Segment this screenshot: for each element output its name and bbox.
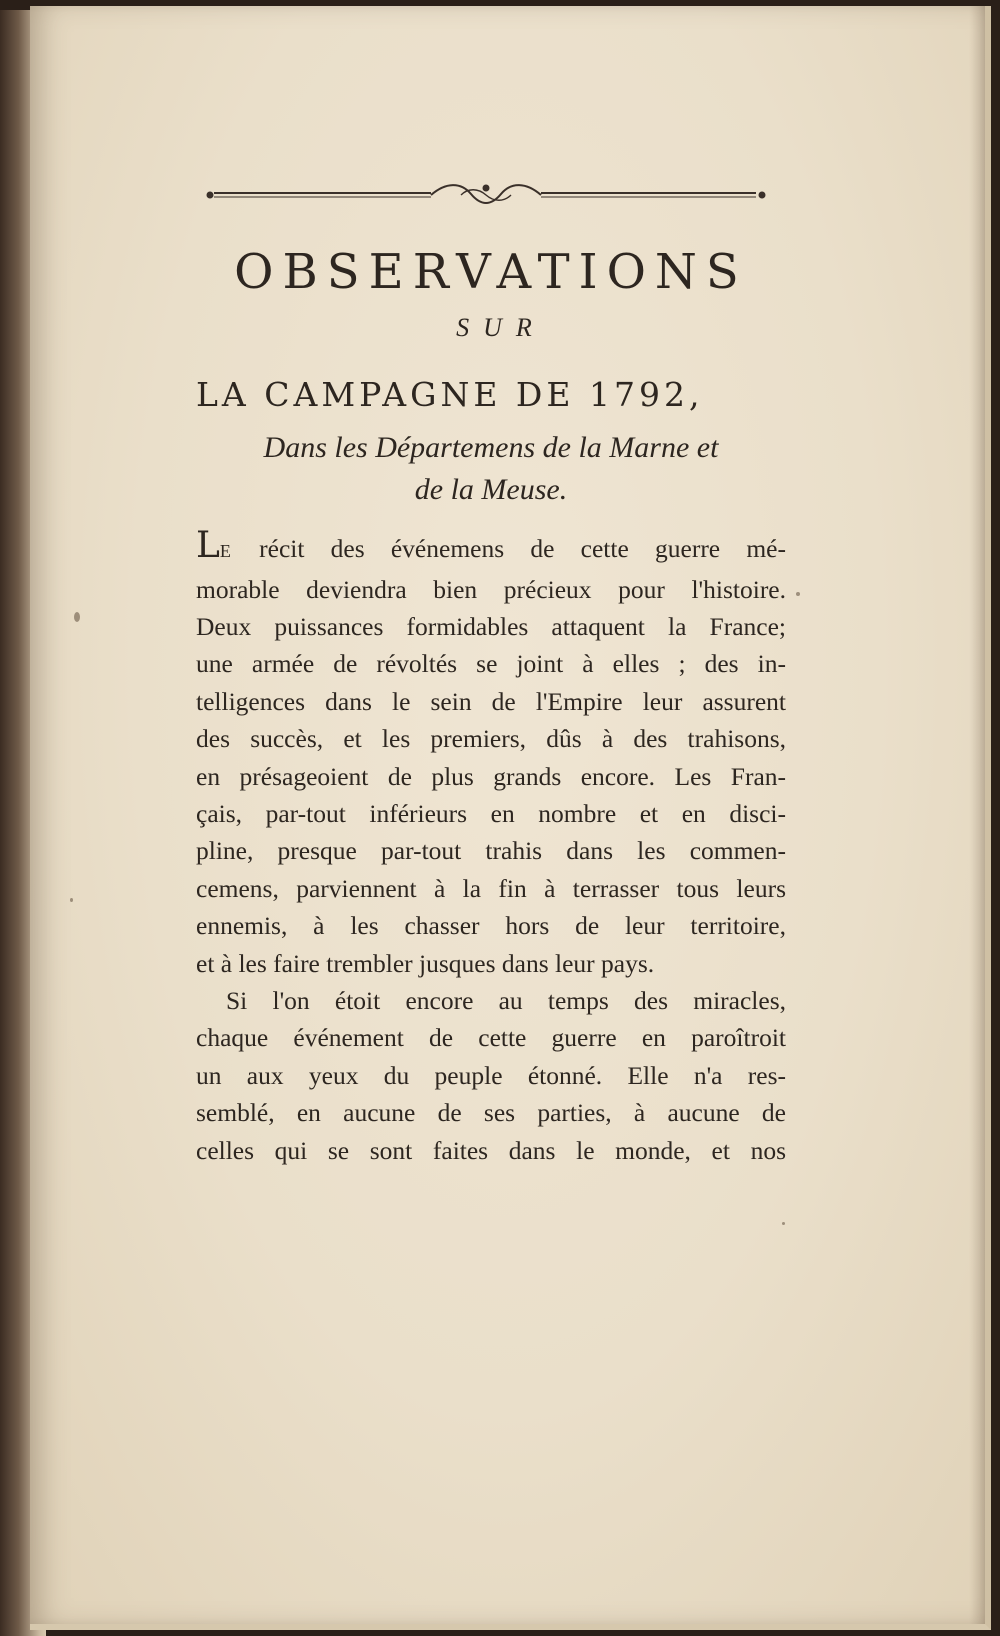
paragraph-line: çais, par-tout inférieurs en nombre et en disci- (196, 798, 786, 828)
paragraph-line: morable deviendra bien précieux pour l'histoire. (196, 574, 786, 604)
paper-speck (782, 1222, 785, 1225)
paragraph-line: semblé, en aucune de ses parties, à aucune de (196, 1098, 786, 1128)
page-text (196, 228, 786, 1169)
dedication-line (196, 427, 786, 511)
book-page (30, 6, 991, 1630)
paragraph-line: une armée de révoltés se joint à elles ; des in- (196, 649, 786, 679)
page-title: OBSERVATIONS (234, 244, 748, 300)
paragraph-line: un aux yeux du peuple étonné. Elle n'a res- (196, 1060, 786, 1090)
paragraph-line: des succès, et les premiers, dûs à des trahisons, (196, 724, 786, 754)
paragraph-line: pline, presque par-tout trahis dans les commen- (196, 836, 786, 866)
dedication-line-2: de la Meuse. (414, 473, 568, 507)
paragraph-line: telligences dans le sein de l'Empire leur assurent (196, 686, 786, 716)
page-subtitle: LA CAMPAGNE DE 1792, (196, 374, 704, 414)
first-paragraph (196, 527, 786, 982)
paper-speck (70, 898, 73, 902)
paragraph-line: ennemis, à les chasser hors de leur territoire, (196, 911, 786, 941)
paper-speck (796, 592, 800, 596)
title-connector: SUR (456, 312, 546, 342)
paragraph-line: cemens, parviennent à la fin à terrasser tous leurs (196, 873, 786, 903)
paragraph-line: celles qui se sont faites dans le monde, et nos (196, 1135, 786, 1165)
dedication-line-1: Dans les Départemens de la Marne et (263, 431, 719, 465)
second-paragraph (196, 982, 786, 1169)
paper-speck (74, 612, 80, 622)
page-edge-shadow (969, 6, 985, 1624)
paragraph-line: chaque événement de cette guerre en paroîtroit (196, 1023, 786, 1053)
decorative-rule-ornament (206, 182, 766, 208)
paragraph-line: Si l'on étoit encore au temps des miracles, (226, 985, 786, 1015)
small-cap: E (219, 541, 233, 562)
paragraph-line: en présageoient de plus grands encore. Les Fran- (196, 761, 786, 791)
paragraph-line: Deux puissances formidables attaquent la France; (196, 611, 786, 641)
paragraph-line (196, 527, 786, 570)
line-text: récit des événemens de cette guerre mé- (232, 534, 786, 564)
paragraph-line: et à les faire trembler jusques dans leur pays. (196, 948, 655, 978)
drop-cap: L (196, 525, 220, 567)
